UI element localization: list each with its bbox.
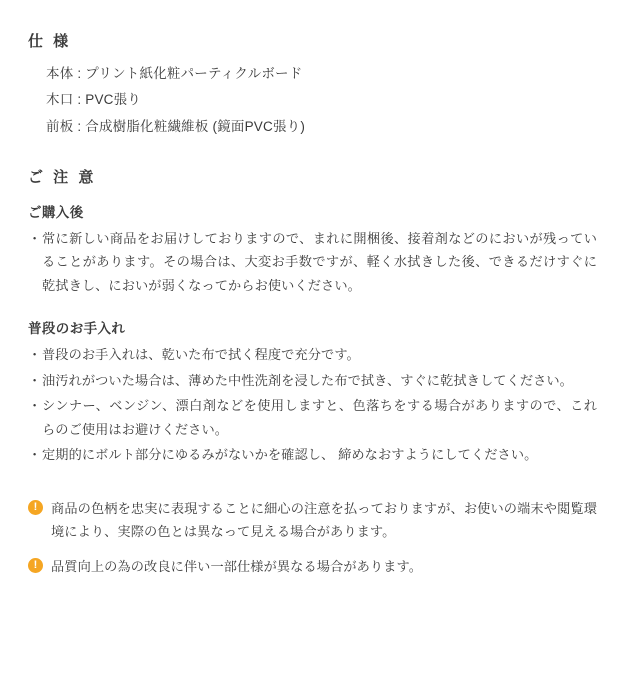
list-item-text: 普段のお手入れは、乾いた布で拭く程度で充分です。 [42,347,360,363]
bullet-mark: ・ [28,447,42,463]
bullet-mark: ・ [28,347,42,363]
note-item [28,555,597,578]
note-text: 品質向上の為の改良に伴い一部仕様が異なる場合があります。 [51,559,422,575]
list-item [28,343,597,367]
spec-heading: 仕 様 [28,33,72,50]
daily-care-list [28,343,597,467]
after-purchase-heading: ご購入後 [28,204,84,220]
daily-care-heading: 普段のお手入れ [28,321,126,337]
exclamation-icon: ! [28,558,43,573]
notes-section [28,493,597,578]
bullet-mark: ・ [28,372,42,388]
after-purchase-list [28,227,597,298]
caution-heading: ご 注 意 [28,168,97,186]
list-item [28,394,597,441]
bullet-mark: ・ [28,230,42,246]
list-item-text: シンナー、ベンジン、漂白剤などを使用しますと、色落ちをする場合がありますので、これらのご使用はお避けください。 [42,398,597,437]
list-item: 本体 : プリント紙化粧パーティクルボード [46,66,303,81]
exclamation-icon: ! [28,500,43,515]
list-item: 木口 : PVC張り [46,92,142,108]
list-item [28,369,597,393]
bullet-mark: ・ [28,398,42,414]
list-item: 前板 : 合成樹脂化粧繊維板 (鏡面PVC張り) [46,118,306,134]
list-item-text: 油汚れがついた場合は、薄めた中性洗剤を浸した布で拭き、すぐに乾拭きしてください。 [42,372,573,388]
list-item-text: 常に新しい商品をお届けしておりますので、まれに開梱後、接着剤などのにおいが残っていることがあります。その場合は、大変お手数ですが、軽く水拭きした後、できるだけすぐに乾拭きし、においが弱くなってからお使いください。 [42,230,597,293]
note-item [28,497,597,543]
list-item-text: 定期的にボルト部分にゆるみがないかを確認し、 締めなおすようにしてください。 [42,447,538,463]
list-item [28,227,597,298]
list-item [28,443,597,467]
note-text: 商品の色柄を忠実に表現することに細心の注意を払っておりますが、お使いの端末や閲覧環境により、実際の色とは異なって見える場合があります。 [51,500,597,540]
spec-list [46,61,597,140]
